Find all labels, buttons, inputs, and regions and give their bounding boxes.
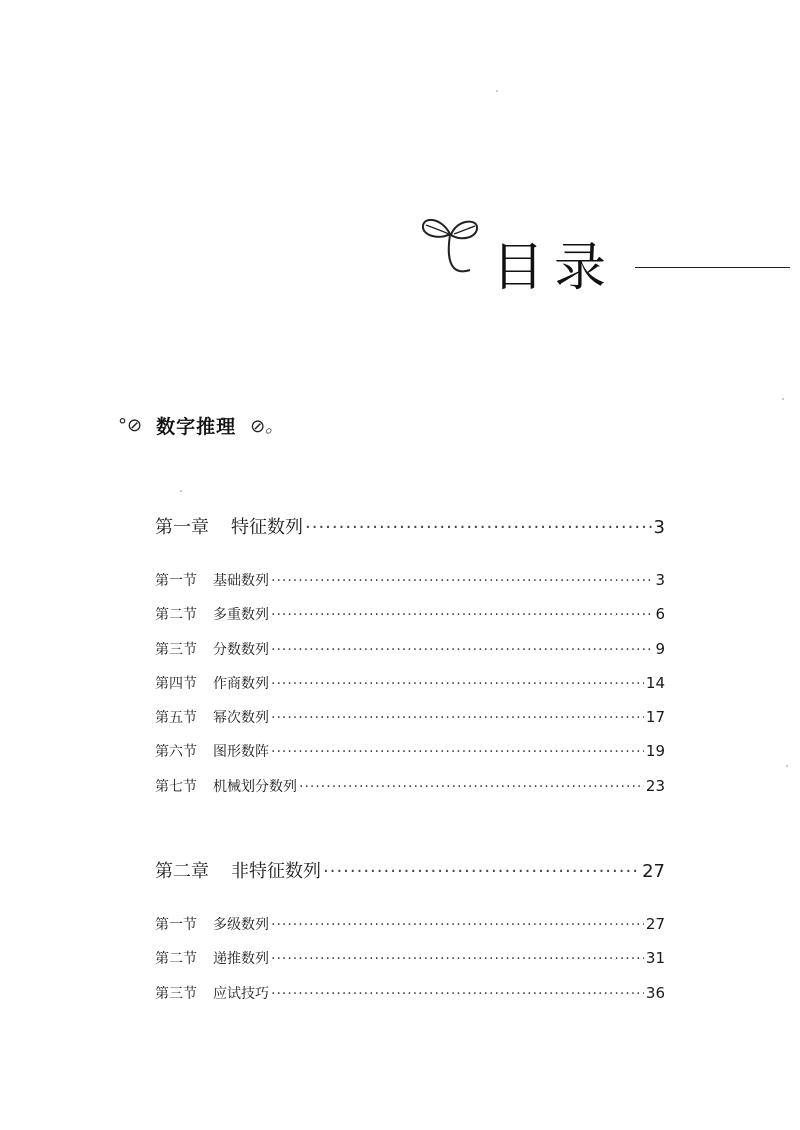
dot-leader (299, 770, 644, 804)
section-number: 第三节 (155, 641, 197, 658)
title-block (420, 212, 792, 302)
page-number: 3 (653, 517, 665, 538)
page-number: 14 (645, 673, 665, 692)
toc-section-entry[interactable] (155, 769, 665, 803)
toc-section-entry[interactable] (155, 632, 665, 666)
section-name: 作商数列 (213, 675, 269, 692)
scan-speck (786, 765, 788, 767)
section-number: 第一节 (155, 573, 197, 589)
toc-section-entry[interactable] (155, 700, 665, 734)
chapter-name: 特征数列 (231, 517, 303, 538)
page-number: 3 (655, 571, 665, 589)
toc-section-entry[interactable] (155, 976, 665, 1010)
toc-chapter-entry[interactable] (155, 857, 665, 887)
page-number: 17 (645, 708, 665, 727)
section-name: 递推数列 (213, 951, 269, 968)
page-number: 31 (645, 949, 665, 968)
page-number: 19 (645, 742, 665, 761)
section-number: 第六节 (155, 744, 197, 761)
scan-speck (180, 490, 182, 492)
section-name: 图形数阵 (213, 744, 269, 761)
section-number: 第二节 (155, 951, 197, 968)
scan-speck (496, 90, 498, 92)
page-title: 目录 (492, 238, 617, 298)
dot-leader (271, 667, 644, 701)
section-heading (118, 410, 283, 440)
section-number: 第七节 (155, 778, 197, 795)
dot-leader (271, 735, 644, 769)
page-number: 9 (655, 639, 665, 658)
page-number: 36 (645, 983, 665, 1002)
section-label: 数字推理 (156, 415, 237, 438)
section-number: 第二节 (155, 607, 197, 624)
toc-chapter-entry[interactable] (155, 513, 665, 543)
chapter-name: 非特征数列 (231, 861, 321, 882)
toc-section-entry[interactable] (155, 941, 665, 975)
section-name: 应试技巧 (213, 985, 269, 1002)
toc-section-entry[interactable] (155, 907, 665, 941)
dot-leader (271, 908, 644, 942)
ornament-icon: °⊘ (118, 414, 143, 436)
dot-leader (323, 857, 640, 887)
section-name: 基础数列 (213, 573, 269, 589)
section-number: 第三节 (155, 985, 197, 1002)
dot-leader (271, 942, 644, 976)
dot-leader (271, 633, 653, 667)
dot-leader (271, 977, 644, 1011)
page-number: 27 (642, 861, 665, 882)
dot-leader (271, 701, 644, 735)
section-name: 幂次数列 (213, 710, 269, 727)
section-name: 分数数列 (213, 641, 269, 658)
section-number: 第五节 (155, 710, 197, 727)
toc-section-entry[interactable] (155, 734, 665, 768)
section-name: 多重数列 (213, 607, 269, 624)
scan-speck (782, 398, 784, 400)
chapter-block (155, 513, 665, 803)
toc-section-entry[interactable] (155, 666, 665, 700)
dot-leader (305, 513, 652, 543)
section-number: 第一节 (155, 917, 197, 933)
section-number: 第四节 (155, 675, 197, 692)
chapter-block (155, 857, 665, 1010)
section-name: 机械划分数列 (213, 778, 297, 795)
ornament-icon: ⊘。 (250, 416, 284, 437)
page-number: 27 (645, 915, 665, 933)
toc-section-entry[interactable] (155, 563, 665, 597)
sprout-icon (420, 212, 482, 282)
section-name: 多级数列 (213, 917, 269, 933)
chapter-number: 第二章 (155, 861, 209, 882)
toc-section-entry[interactable] (155, 597, 665, 631)
chapter-number: 第一章 (155, 517, 209, 538)
page-number: 6 (655, 605, 665, 624)
dot-leader (271, 564, 653, 598)
dot-leader (271, 598, 653, 632)
page-number: 23 (645, 776, 665, 795)
title-rule (635, 267, 790, 268)
